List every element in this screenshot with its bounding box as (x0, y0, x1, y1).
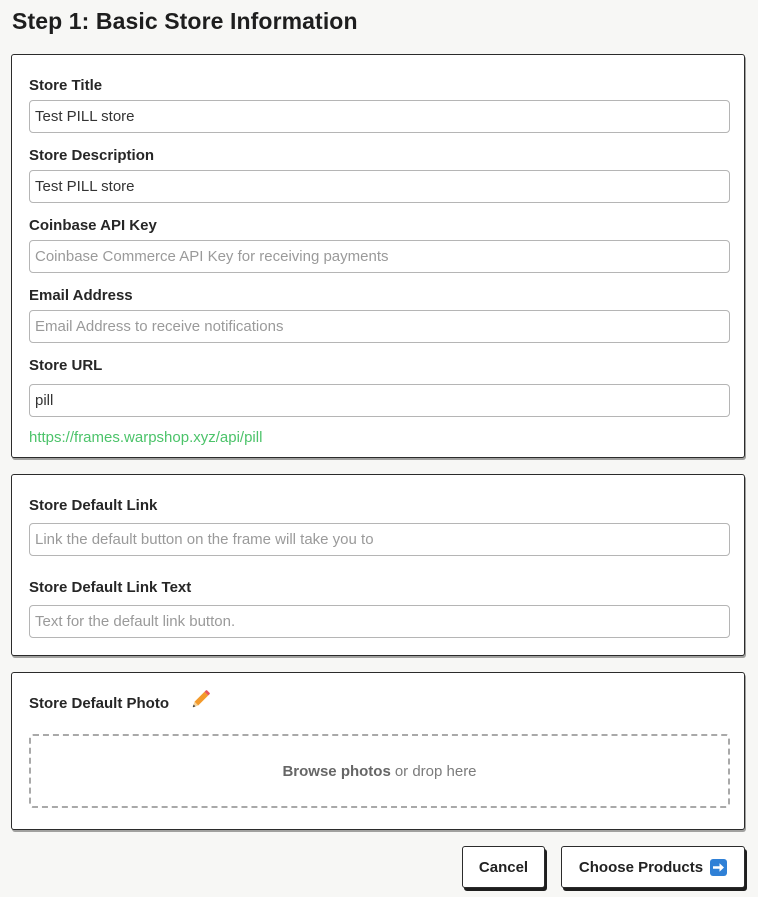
store-title-label: Store Title (29, 77, 103, 94)
cancel-button-label: Cancel (478, 858, 529, 876)
choose-products-button-label: Choose Products (578, 858, 704, 876)
email-address-input[interactable] (29, 310, 730, 343)
default-link-card (11, 474, 745, 656)
right-arrow-icon (710, 859, 727, 876)
store-default-photo-label: Store Default Photo (29, 695, 170, 712)
photo-dropzone[interactable] (29, 734, 730, 808)
store-default-link-text-label: Store Default Link Text (29, 579, 192, 596)
coinbase-api-key-label: Coinbase API Key (29, 217, 157, 234)
store-description-input[interactable] (29, 170, 730, 203)
store-title-input[interactable] (29, 100, 730, 133)
store-default-link-input[interactable] (29, 523, 730, 556)
store-url-preview: https://frames.warpshop.xyz/api/pill (29, 429, 263, 446)
cancel-button[interactable] (462, 846, 545, 888)
coinbase-api-key-input[interactable] (29, 240, 730, 273)
pencil-icon[interactable] (192, 690, 210, 708)
store-default-link-label: Store Default Link (29, 497, 158, 514)
store-url-input[interactable] (29, 384, 730, 417)
store-description-label: Store Description (29, 147, 155, 164)
store-default-link-text-input[interactable] (29, 605, 730, 638)
choose-products-button[interactable] (561, 846, 745, 888)
browse-photos-link[interactable]: Browse photos (282, 762, 391, 780)
store-url-label: Store URL (29, 357, 103, 374)
email-address-label: Email Address (29, 287, 133, 304)
basic-info-card (11, 54, 745, 458)
default-photo-card (11, 672, 745, 830)
page-title: Step 1: Basic Store Information (12, 8, 358, 34)
drop-here-text: or drop here (394, 762, 477, 780)
